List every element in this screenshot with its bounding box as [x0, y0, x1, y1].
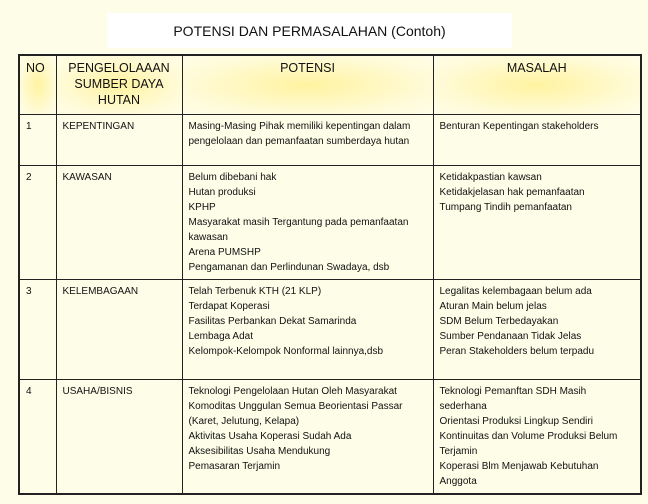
potensi-item: Masyarakat masih Tergantung pada pemanfaatan kawasan: [188, 216, 409, 243]
table-row: [19, 279, 641, 379]
row-masalah: [433, 379, 641, 494]
potensi-item: Pengamanan dan Perlindunan Swadaya, dsb: [188, 261, 390, 273]
masalah-item: Orientasi Produksi Lingkup Sendiri: [439, 415, 593, 427]
potensi-item: Lembaga Adat: [188, 330, 253, 342]
potensi-item: Komoditas Unggulan Semua Beorientasi Passar (Karet, Jelutung, Kelapa): [188, 400, 403, 427]
row-masalah: [433, 114, 641, 165]
masalah-item: Koperasi Blm Menjawab Kebutuhan Anggota: [439, 460, 599, 487]
row-pengelolaan: KEPENTINGAN: [56, 114, 182, 165]
potensi-item: Aktivitas Usaha Koperasi Sudah Ada: [188, 430, 352, 442]
table-row: [19, 114, 641, 165]
potensi-item: Hutan produksi: [188, 186, 256, 198]
header-potensi: POTENSI: [182, 55, 433, 114]
header-no: NO: [19, 55, 56, 114]
potensi-item: Terdapat Koperasi: [188, 300, 270, 312]
masalah-item: Benturan Kepentingan stakeholders: [439, 120, 599, 132]
row-masalah: [433, 165, 641, 279]
row-potensi: [182, 279, 433, 379]
masalah-item: Ketidakpastian kawsan: [439, 171, 542, 183]
row-no: 3: [19, 279, 56, 379]
potensi-item: Fasilitas Perbankan Dekat Samarinda: [188, 315, 357, 327]
potensi-item: Pemasaran Terjamin: [188, 460, 281, 472]
masalah-item: Teknologi Pemanftan SDH Masih sederhana: [439, 385, 587, 412]
masalah-item: Legalitas kelembagaan belum ada: [439, 285, 592, 297]
row-no: 4: [19, 379, 56, 494]
header-pengelolaan: PENGELOLAAAN SUMBER DAYA HUTAN: [56, 55, 182, 114]
potensi-item: Masing-Masing Pihak memiliki kepentingan dalam pengelolaan dan pemanfaatan sumberdaya hutan: [188, 120, 411, 147]
row-pengelolaan: USAHA/BISNIS: [56, 379, 182, 494]
masalah-item: Sumber Pendanaan Tidak Jelas: [439, 330, 582, 342]
table-row: [19, 379, 641, 494]
potensi-permasalahan-table: [18, 54, 642, 495]
potensi-item: Telah Terbenuk KTH (21 KLP): [188, 285, 322, 297]
potensi-item: KPHP: [188, 201, 216, 213]
masalah-item: Peran Stakeholders belum terpadu: [439, 345, 595, 357]
row-potensi: [182, 165, 433, 279]
masalah-item: Aturan Main belum jelas: [439, 300, 547, 312]
row-pengelolaan: KAWASAN: [56, 165, 182, 279]
header-masalah: MASALAH: [433, 55, 641, 114]
row-no: 2: [19, 165, 56, 279]
potensi-item: Teknologi Pengelolaan Hutan Oleh Masyarakat: [188, 385, 397, 397]
row-potensi: [182, 114, 433, 165]
potensi-item: Arena PUMSHP: [188, 246, 261, 258]
row-potensi: [182, 379, 433, 494]
masalah-item: SDM Belum Terbedayakan: [439, 315, 559, 327]
potensi-item: Aksesibilitas Usaha Mendukung: [188, 445, 331, 457]
row-no: 1: [19, 114, 56, 165]
masalah-item: Tumpang Tindih pemanfaatan: [439, 201, 572, 213]
row-masalah: [433, 279, 641, 379]
row-pengelolaan: KELEMBAGAAN: [56, 279, 182, 379]
potensi-item: Belum dibebani hak: [188, 171, 277, 183]
masalah-item: Kontinuitas dan Volume Produksi Belum Terjamin: [439, 430, 618, 457]
page-title: POTENSI DAN PERMASALAHAN (Contoh): [107, 13, 512, 48]
table-row: [19, 165, 641, 279]
header-row: [19, 55, 641, 114]
potensi-item: Kelompok-Kelompok Nonformal lainnya,dsb: [188, 345, 384, 357]
masalah-item: Ketidakjelasan hak pemanfaatan: [439, 186, 585, 198]
